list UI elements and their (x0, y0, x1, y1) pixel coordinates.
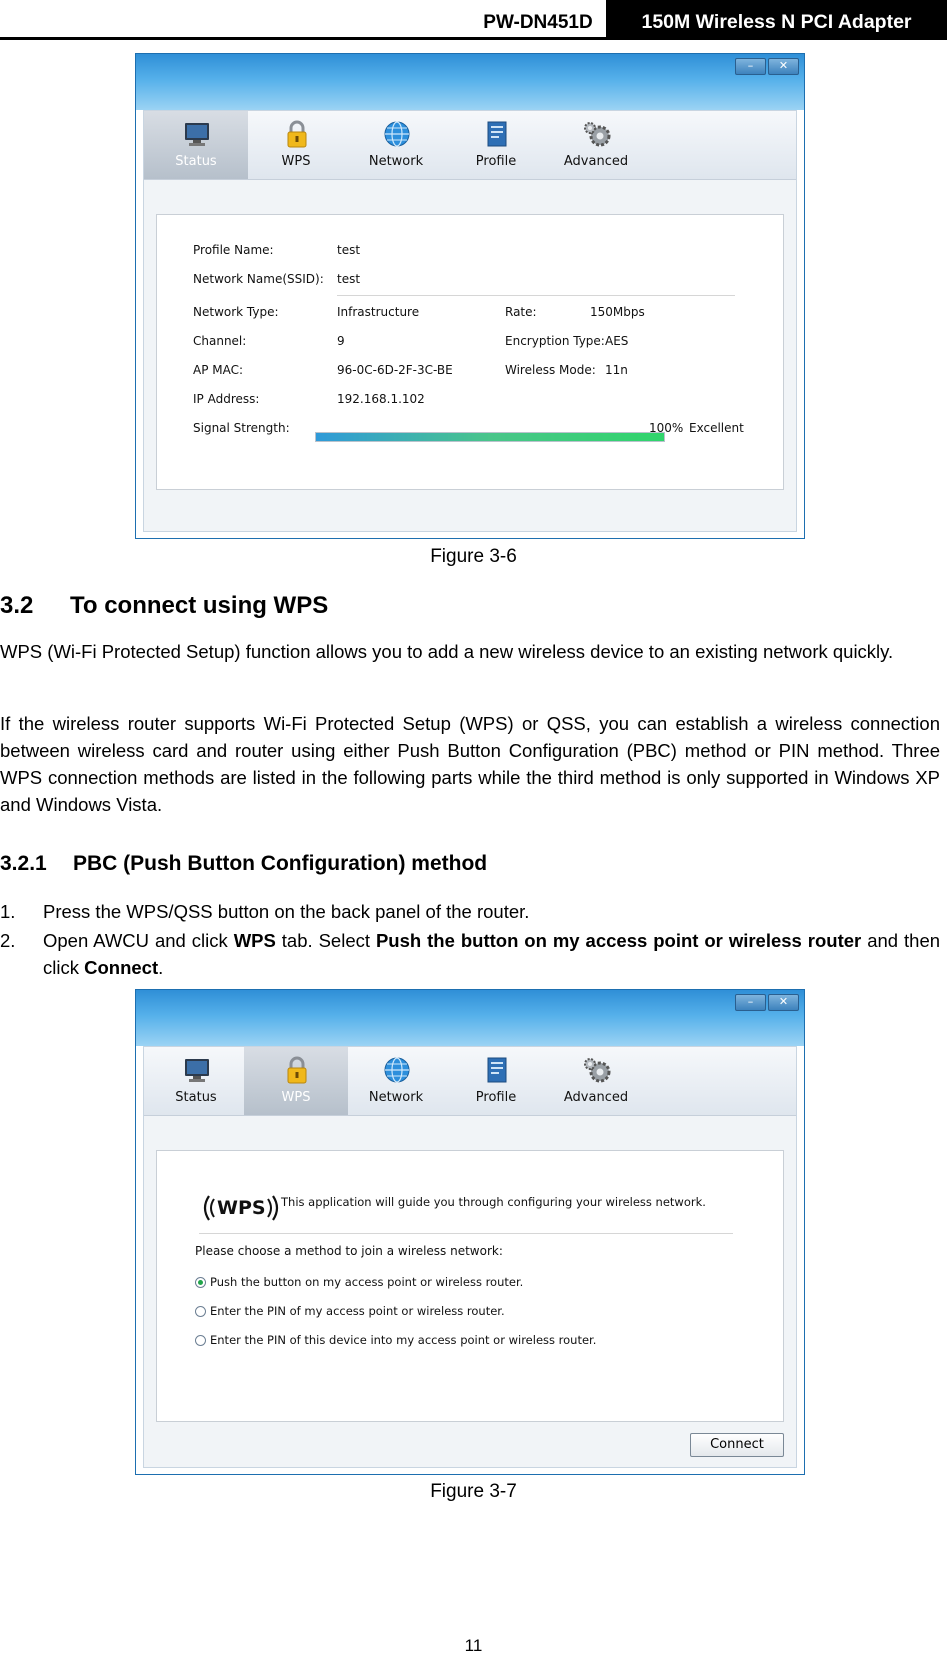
window-titlebar (136, 54, 804, 110)
list-text: Press the WPS/QSS button on the back panel of the router. (43, 901, 530, 922)
wireless-mode-label: Wireless Mode: (505, 363, 596, 377)
tab-network[interactable] (344, 111, 448, 179)
tab-profile[interactable] (444, 1047, 548, 1115)
list-item (0, 898, 940, 925)
figure-caption: Figure 3-6 (430, 546, 517, 567)
padlock-icon (282, 119, 312, 149)
subsection-number: 3.2.1 (0, 852, 47, 875)
channel-label: Channel: (193, 334, 247, 348)
ip-address-value: 192.168.1.102 (337, 392, 425, 406)
globe-icon (382, 1055, 412, 1085)
encryption-value: AES (605, 334, 629, 348)
gears-icon (582, 1055, 612, 1085)
ap-mac-label: AP MAC: (193, 363, 244, 377)
signal-quality: Excellent (689, 421, 744, 435)
wps-logo (199, 1193, 283, 1223)
tab-label: Advanced (563, 154, 629, 169)
tab-label: WPS (281, 154, 311, 169)
globe-icon (382, 119, 412, 149)
tab-wps[interactable] (244, 111, 348, 179)
minimize-button[interactable]: – (735, 994, 766, 1011)
subsection-title: PBC (Push Button Configuration) method (73, 852, 488, 875)
network-type-value: Infrastructure (337, 305, 420, 319)
radio-router-pin[interactable] (195, 1306, 206, 1317)
nav-bar (144, 111, 796, 180)
tab-label: Network (368, 1090, 424, 1105)
wireless-mode-value: 11n (605, 363, 628, 377)
paragraph: WPS (Wi-Fi Protected Setup) function allows you to add a new wireless device to an existing network quickly. (0, 641, 894, 662)
radio-push-button[interactable] (195, 1277, 206, 1288)
tab-profile[interactable] (444, 111, 548, 179)
figure-caption: Figure 3-7 (430, 1481, 517, 1502)
profile-card-icon (482, 1055, 512, 1085)
section-title: To connect using WPS (70, 592, 329, 619)
header-model: PW-DN451D (483, 12, 593, 33)
tab-label: Network (368, 154, 424, 169)
radio-device-pin[interactable] (195, 1335, 206, 1346)
status-panel (156, 214, 784, 490)
signal-percent: 100% (649, 421, 684, 435)
monitor-icon (182, 119, 212, 149)
header-product: 150M Wireless N PCI Adapter (606, 0, 947, 38)
padlock-icon (282, 1055, 312, 1085)
signal-strength-label: Signal Strength: (193, 421, 290, 435)
rate-value: 150Mbps (590, 305, 645, 319)
page-header (0, 0, 947, 40)
close-button[interactable]: ✕ (768, 994, 799, 1011)
divider (199, 1233, 733, 1234)
tab-status[interactable] (144, 1047, 248, 1115)
wps-intro: This application will guide you through configuring your wireless network. (281, 1195, 706, 1209)
tab-label: Profile (475, 154, 517, 169)
monitor-icon (182, 1055, 212, 1085)
rate-label: Rate: (505, 305, 537, 319)
divider (337, 295, 735, 296)
ssid-value: test (337, 272, 361, 286)
tab-network[interactable] (344, 1047, 448, 1115)
ssid-label: Network Name(SSID): (193, 272, 324, 286)
status-window (135, 53, 805, 539)
minimize-button[interactable]: – (735, 58, 766, 75)
gears-icon (582, 119, 612, 149)
profile-name-value: test (337, 243, 361, 257)
subsection-heading (0, 852, 487, 876)
option-label[interactable]: Enter the PIN of this device into my access point or wireless router. (210, 1333, 597, 1347)
tab-wps[interactable] (244, 1047, 348, 1115)
profile-card-icon (482, 119, 512, 149)
list-number: 1. (0, 901, 16, 922)
wps-panel (156, 1150, 784, 1422)
connect-button[interactable]: Connect (690, 1433, 784, 1457)
encryption-label: Encryption Type: (505, 334, 605, 348)
signal-strength-fill (316, 433, 664, 441)
tab-label: WPS (281, 1090, 311, 1105)
section-number: 3.2 (0, 592, 34, 619)
tab-label: Profile (475, 1090, 517, 1105)
tab-label: Status (175, 154, 217, 169)
ap-mac-value: 96-0C-6D-2F-3C-BE (337, 363, 453, 377)
wps-window (135, 989, 805, 1475)
list-text: Open AWCU and click WPS tab. Select Push the button on my access point or wireless router and then click Connect. (43, 930, 941, 978)
network-type-label: Network Type: (193, 305, 279, 319)
list-number: 2. (0, 930, 16, 951)
option-label[interactable]: Push the button on my access point or wireless router. (210, 1275, 524, 1289)
option-label[interactable]: Enter the PIN of my access point or wireless router. (210, 1304, 505, 1318)
window-titlebar (136, 990, 804, 1046)
profile-name-label: Profile Name: (193, 243, 274, 257)
tab-advanced[interactable] (544, 111, 648, 179)
tab-label: Advanced (563, 1090, 629, 1105)
ip-address-label: IP Address: (193, 392, 260, 406)
close-button[interactable]: ✕ (768, 58, 799, 75)
signal-strength-bar (315, 432, 665, 442)
channel-value: 9 (337, 334, 345, 348)
tab-status[interactable] (144, 111, 248, 179)
list-item (0, 927, 940, 981)
page-number: 11 (464, 1636, 483, 1655)
nav-bar (144, 1047, 796, 1116)
wps-logo-text: WPS (217, 1197, 266, 1219)
tab-label: Status (175, 1090, 217, 1105)
header-rule (0, 37, 947, 40)
section-heading (0, 592, 328, 620)
tab-advanced[interactable] (544, 1047, 648, 1115)
method-prompt: Please choose a method to join a wireless network: (195, 1244, 503, 1258)
paragraph: If the wireless router supports Wi-Fi Protected Setup (WPS) or QSS, you can establish a wireless connection between wireless card and router using either Push Button Configuration (PBC) method or PIN method. Three WPS connection methods are listed in the following parts while the third method is only supported in Windows XP and Windows Vista. (0, 713, 940, 815)
